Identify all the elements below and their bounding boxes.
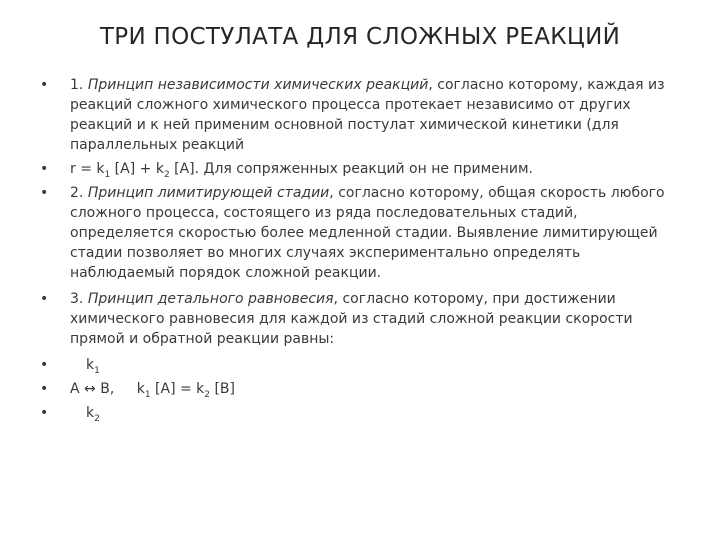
bullet-icon: • xyxy=(40,185,49,201)
k2-label: $k_2$ xyxy=(86,405,100,424)
slide-title: ТРИ ПОСТУЛАТА ДЛЯ СЛОЖНЫХ РЕАКЦИЙ xyxy=(99,24,621,50)
product: B, xyxy=(95,381,115,397)
bullet-item-equilibrium xyxy=(40,379,680,399)
principle-text: , согласно которому, общая скорость любого сложного процесса, состоящего из ряда последовательных стадий, определяется скоростью более медленной стадии. Выявление лимитирующей стадии позволяет во многих случаях экспериментально определять наблюдаемый порядок сложной реакции. xyxy=(70,185,665,281)
rate-mid: [A] + k xyxy=(110,161,164,177)
rate-end: [A]. Для сопряженных реакций он не применим. xyxy=(169,161,534,177)
bullet-icon: • xyxy=(40,291,49,307)
rate-sub-2: 2 xyxy=(163,169,170,180)
bullet-item-rate-equation xyxy=(40,159,680,179)
item-number: 3. xyxy=(70,291,84,307)
k1-label: $k_1$ xyxy=(86,357,100,376)
bullet-item-principle-3 xyxy=(40,289,680,349)
bullet-icon: • xyxy=(40,405,49,421)
equilibrium-equation: $k_1$ $[A] = k_2$ [B] xyxy=(136,381,235,400)
bullet-icon: • xyxy=(40,77,49,93)
bullet-list xyxy=(40,75,680,423)
bullet-icon: • xyxy=(40,357,49,373)
principle-title: Принцип детального равновесия xyxy=(87,291,334,307)
principle-title: Принцип лимитирующей стадии xyxy=(87,185,330,201)
bullet-icon: • xyxy=(40,381,49,397)
rate-label: r = k xyxy=(70,161,105,177)
item-number: 1. xyxy=(70,77,84,93)
bullet-item-principle-1 xyxy=(40,75,680,155)
bullet-icon: • xyxy=(40,161,49,177)
rate-sub-1: 1 xyxy=(104,169,111,180)
reactant: A xyxy=(70,381,85,397)
principle-title: Принцип независимости химических реакций xyxy=(87,77,429,93)
bullet-item-k2-label xyxy=(40,403,680,423)
bullet-item-principle-2 xyxy=(40,183,680,283)
principle-text: , согласно которому, каждая из реакций сложного химического процесса протекает независимо от других реакций и к ней применим основной постулат химической кинетики (для параллельных реакций xyxy=(70,77,665,153)
bullet-item-k1-label xyxy=(40,355,680,375)
principle-text: , согласно которому, при достижении химического равновесия для каждой из стадий сложной реакции скорости прямой и обратной реакции равны: xyxy=(70,291,633,347)
double-arrow-icon: ↔ xyxy=(84,381,96,397)
item-number: 2. xyxy=(70,185,84,201)
